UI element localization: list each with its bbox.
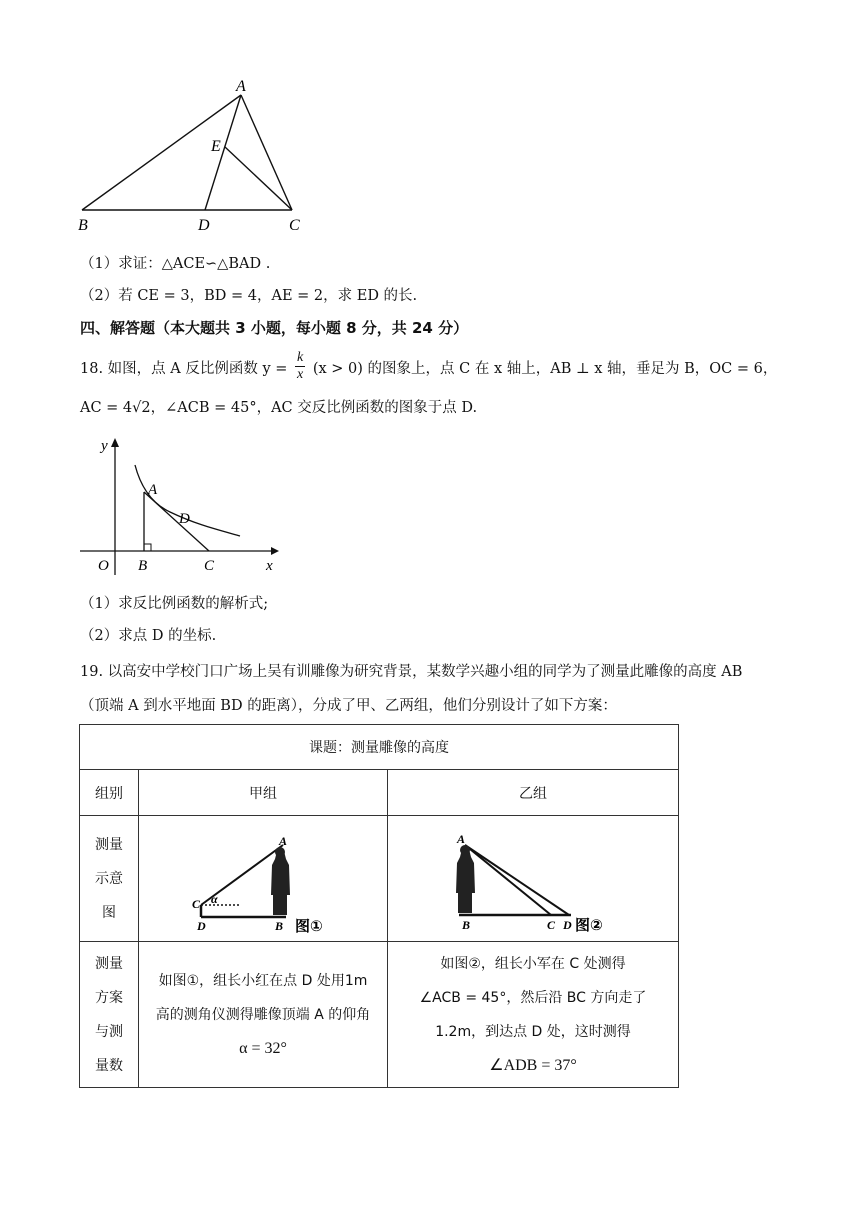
label-C: C xyxy=(289,217,300,234)
row-label-char: 量 xyxy=(109,836,123,853)
header-group2: 乙组 xyxy=(388,770,679,816)
table-title: 课题：测量雕像的高度 xyxy=(80,725,679,770)
row-label-char: 示 xyxy=(95,870,109,887)
label-B: B xyxy=(138,558,148,574)
diagram-group2 xyxy=(388,816,679,942)
plan-group1 xyxy=(139,942,388,1088)
row-label-plan xyxy=(80,942,139,1088)
label-A: A xyxy=(236,78,246,95)
fraction-numerator: k xyxy=(297,350,304,365)
q18-text-a: 18. 如图，点 A 反比例函数 y = xyxy=(80,361,288,377)
label-x: x xyxy=(266,558,273,574)
group2-desc-line: 1.2m，到达点 D 处，这时测得 xyxy=(435,1023,631,1040)
measure-diagram-1 xyxy=(192,831,333,935)
group2-desc-line: ∠ADB = 37° xyxy=(489,1056,577,1074)
fig2-caption: 图② xyxy=(575,915,603,934)
group1-desc-line: 如图①，组长小红在点 D 处用1m xyxy=(158,972,368,989)
label-A: A xyxy=(148,482,158,498)
group2-desc-line: ∠ACB = 45°，然后沿 BC 方向走了 xyxy=(419,989,647,1006)
header-group1: 甲组 xyxy=(139,770,388,816)
header-group-label: 组别 xyxy=(80,770,139,816)
q19-line2: （顶端 A 到水平地面 BD 的距离），分成了甲、乙两组，他们分别设计了如下方案： xyxy=(80,698,617,714)
fig2-label-D: D xyxy=(563,917,572,932)
row-label-diagram xyxy=(80,816,139,942)
row-label-line: 与测 xyxy=(95,1023,123,1040)
q18-part1: （1）求反比例函数的解析式; xyxy=(80,596,269,612)
measure-diagram-2 xyxy=(453,831,613,934)
diagram-group1 xyxy=(139,816,388,942)
fig1-label-alpha: α xyxy=(211,891,218,906)
label-y: y xyxy=(101,438,108,454)
group2-desc-line: 如图②，组长小军在 C 处测得 xyxy=(440,955,626,972)
fig2-label-B: B xyxy=(462,917,471,932)
row-label-line: 方案 xyxy=(95,989,123,1006)
label-B: B xyxy=(78,217,88,234)
row-label-char: 测 xyxy=(95,836,109,853)
q18-text-b: (x > 0) 的图象上，点 C 在 x 轴上，AB ⊥ x 轴，垂足为 B，OC = 6， xyxy=(312,361,778,377)
plan-group2 xyxy=(388,942,679,1088)
measurement-plan-table xyxy=(79,724,679,1088)
label-E: E xyxy=(211,138,221,155)
label-D: D xyxy=(179,511,190,527)
label-D: D xyxy=(198,217,210,234)
fig1-label-A: A xyxy=(279,833,288,848)
q18-line2: AC = 4√2，∠ACB = 45°，AC 交反比例函数的图象于点 D. xyxy=(80,400,478,416)
fig1-label-B: B xyxy=(275,918,284,933)
group1-desc-line: 高的测角仪测得雕像顶端 A 的仰角 xyxy=(155,1006,371,1023)
fig1-label-D: D xyxy=(197,918,206,933)
group1-desc-line: α = 32° xyxy=(239,1039,287,1057)
section-heading: 四、解答题（本大题共 3 小题，每小题 8 分，共 24 分） xyxy=(80,319,469,337)
row-label-line: 测量 xyxy=(95,955,123,972)
row-label-char: 图 xyxy=(102,904,116,921)
q17-part2: （2）若 CE = 3，BD = 4，AE = 2，求 ED 的长. xyxy=(80,288,418,304)
fraction-denominator: x xyxy=(297,367,304,382)
row-label-char: 意 xyxy=(109,870,123,887)
fig2-label-C: C xyxy=(547,917,556,932)
q19-line1: 19. 以高安中学校门口广场上吴有训雕像为研究背景，某数学兴趣小组的同学为了测量此雕像的高度 AB xyxy=(80,664,743,680)
q18-line1 xyxy=(80,350,777,384)
fig2-label-A: A xyxy=(457,831,466,846)
fig1-caption: 图① xyxy=(295,916,323,935)
fig1-label-C: C xyxy=(192,896,201,911)
q17-part1: （1）求证：△ACE∽△BAD . xyxy=(80,256,271,272)
label-O: O xyxy=(98,558,109,574)
triangle-figure-17 xyxy=(70,75,330,240)
row-label-line: 量数 xyxy=(95,1057,123,1074)
fraction-k-over-x xyxy=(295,350,305,383)
graph-figure-18 xyxy=(75,430,290,580)
label-C: C xyxy=(204,558,215,574)
q18-part2: （2）求点 D 的坐标. xyxy=(80,628,217,644)
